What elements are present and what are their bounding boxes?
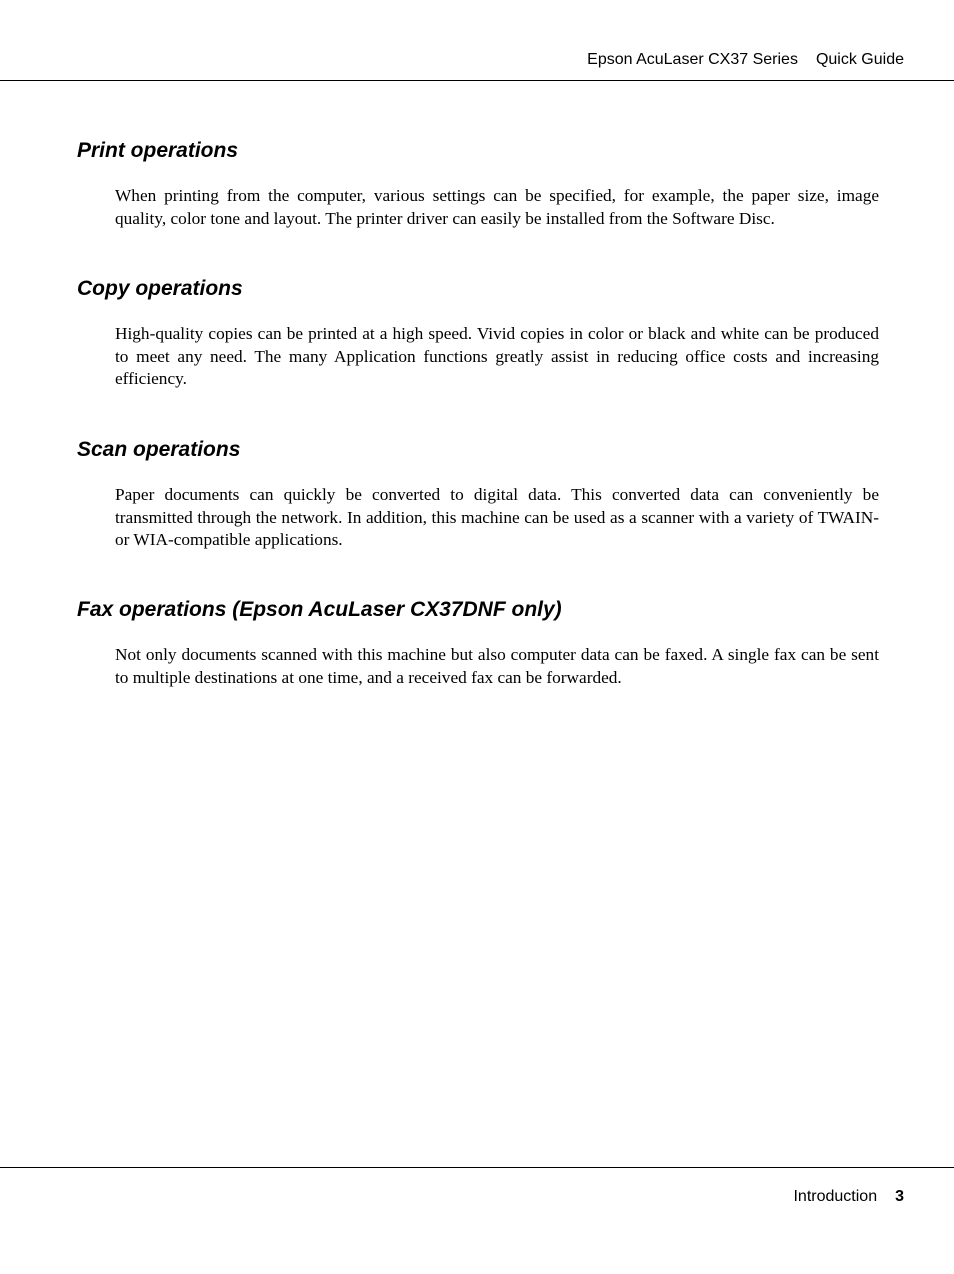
header-guide-name: Quick Guide — [815, 51, 904, 68]
section-title-print: Print operations — [77, 139, 239, 162]
section-title-copy: Copy operations — [77, 277, 243, 300]
page-number: 3 — [895, 1188, 904, 1205]
footer-chapter: Introduction — [793, 1188, 878, 1205]
section-body-copy: High-quality copies can be printed at a high speed. Vivid copies in color or black and white can be produced to meet any need. The many Application functions greatly assist in reducing office costs and increasing efficiency. — [115, 324, 879, 388]
page-header — [0, 0, 954, 81]
section-body-scan: Paper documents can quickly be converted to digital data. This converted data can conveniently be transmitted through the network. In addition, this machine can be used as a scanner with a variety of TWAIN- or WIA-compatible applications. — [115, 485, 879, 549]
header-text — [587, 51, 904, 69]
header-product-name: Epson AcuLaser CX37 Series — [587, 51, 798, 68]
section-title-scan: Scan operations — [77, 438, 241, 461]
section-title-fax: Fax operations (Epson AcuLaser CX37DNF only) — [77, 598, 562, 621]
footer-text — [793, 1188, 904, 1206]
page-footer — [0, 1167, 954, 1274]
section-body-print: When printing from the computer, various settings can be specified, for example, the paper size, image quality, color tone and layout. The printer driver can easily be installed from the Software Disc. — [115, 186, 879, 228]
section-body-fax: Not only documents scanned with this machine but also computer data can be faxed. A single fax can be sent to multiple destinations at one time, and a received fax can be forwarded. — [115, 645, 879, 687]
